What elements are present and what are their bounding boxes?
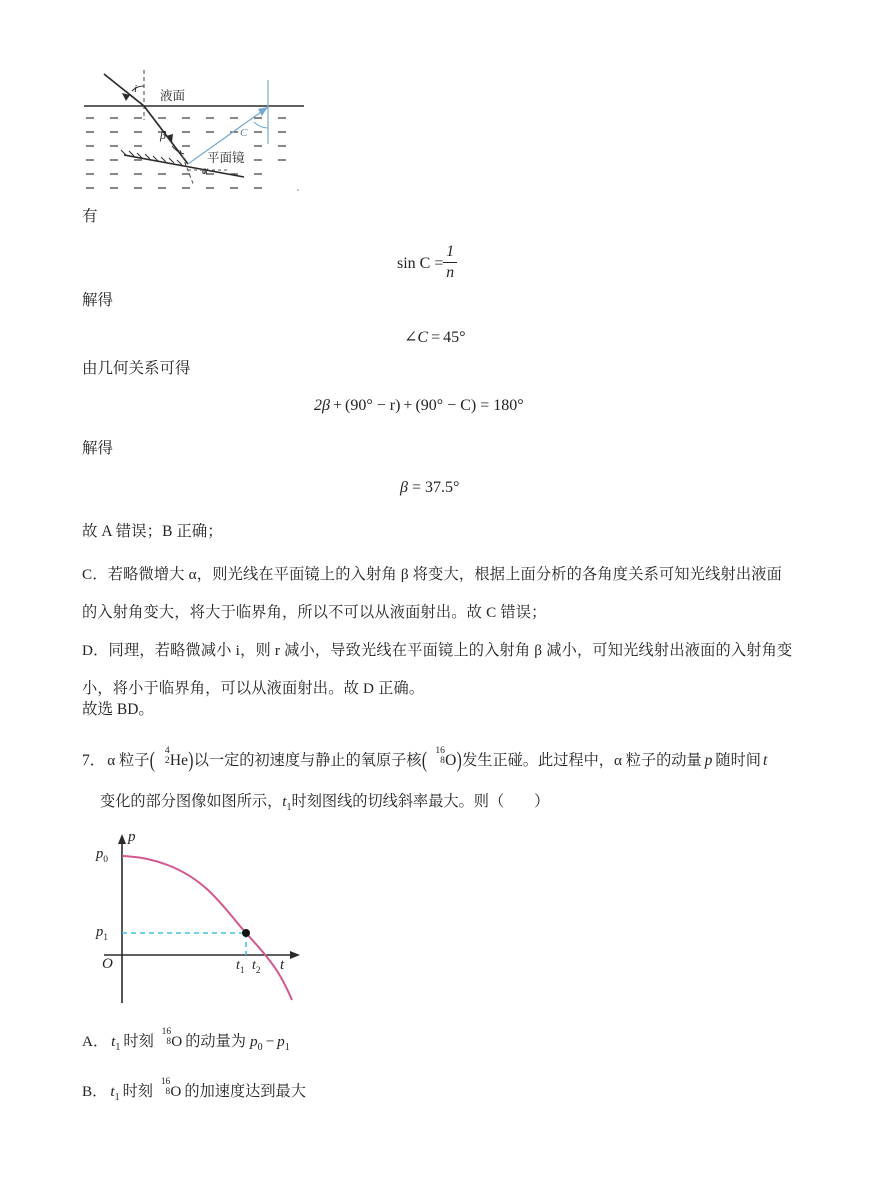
q7-he-open-paren: ( — [149, 747, 155, 773]
option-a-p1-sub: 1 — [284, 1042, 290, 1054]
label-angle-beta: β — [160, 128, 166, 142]
eq-beta-var: β — [400, 479, 408, 496]
text-jiede-1: 解得 — [82, 292, 114, 309]
chart-curve-momentum — [122, 856, 292, 1000]
q7-seg3: 发生正碰。此过程中， — [462, 752, 614, 769]
question7-line2 — [100, 790, 550, 814]
q7-var-t: t — [762, 752, 768, 769]
q7-nuclide-he — [155, 745, 170, 767]
question7-line1 — [82, 745, 768, 773]
option-b-nuclide — [153, 1076, 171, 1098]
liquid-hatch-dashes — [86, 118, 286, 188]
q7-nuclide-o — [427, 745, 445, 767]
equation-angle-c — [404, 327, 466, 347]
option-b-atomic-number: 8 — [165, 1087, 171, 1098]
q7-o-close-paren: ) — [456, 747, 462, 773]
label-angle-C: C — [240, 127, 248, 139]
q7-o-mass-number: 16 — [435, 745, 445, 757]
q7-l2-t-sub: 1 — [286, 802, 292, 814]
text-conclusion-ab: 故 A 错误；B 正确； — [82, 523, 223, 540]
chart-ytick-p0-var: p — [96, 846, 104, 862]
option-b-t-sub: 1 — [114, 1092, 120, 1104]
eq-sin-fraction — [443, 243, 456, 281]
q7-number: 7． — [82, 752, 106, 769]
option-b-mid: 时刻 — [122, 1083, 153, 1100]
option-b-t-var: t — [110, 1083, 115, 1100]
chart-x-axis-arrow — [290, 951, 300, 959]
option-b-mass-number: 16 — [160, 1076, 171, 1087]
eq-c-anglesym: ∠ — [404, 329, 418, 346]
eq-geo-term1: 2β — [314, 397, 330, 414]
option-a-mid: 时刻 — [123, 1033, 154, 1050]
chart-xtick-t1-var: t — [236, 958, 240, 973]
eq-geo-plus1: + — [332, 397, 342, 414]
equation-sin-c — [397, 243, 457, 281]
q7-l2-seg2: 时刻图线的切线斜率最大。则（ — [291, 793, 505, 810]
option-a-symbol: O — [171, 1033, 183, 1050]
q7-he-mass-number: 4 — [164, 745, 170, 757]
chart-xtick-t1 — [236, 958, 245, 974]
option-d-paragraph: D．同理，若略微减小 i，则 r 减小，导致光线在平面镜上的入射角 β 减小，可知光线射出液面的入射角变小，将小于临界角，可以从液面射出。故 D 正确。 — [82, 642, 793, 697]
chart-xlabel: t — [280, 957, 285, 973]
chart-marker-point — [242, 929, 250, 937]
mirror-hatching — [121, 150, 182, 165]
eq-sin-denominator: n — [446, 263, 455, 281]
chart-ylabel: p — [128, 829, 136, 845]
q7-l2-seg1: 变化的部分图像如图所示， — [100, 793, 283, 810]
option-a-p0-sub: 0 — [257, 1042, 263, 1054]
option-c-paragraph: C．若略微增大 α，则光线在平面镜上的入射角 β 将变大，根据上面分析的各角度关系可知光线射出液面的入射角变大，将大于临界角，所以不可以从液面射出。故 C 错误； — [82, 566, 783, 621]
reflected-ray-arrow — [258, 107, 268, 116]
q7-l2-t-var: t — [282, 793, 287, 810]
q7-l2-seg3: ） — [534, 793, 550, 810]
chart-origin-label: O — [102, 956, 113, 972]
speck-mark — [297, 189, 299, 191]
option-a-atomic-number: 8 — [166, 1037, 172, 1048]
label-angle-alpha: α — [202, 165, 209, 177]
momentum-time-chart — [84, 828, 334, 1013]
chart-ytick-p0-sub: 0 — [103, 853, 109, 865]
refracted-ray — [144, 106, 188, 164]
text-answer-bd: 故选 BD。 — [82, 701, 154, 718]
option-a-p1-var: p — [277, 1033, 285, 1050]
option-a-t-var: t — [111, 1033, 116, 1050]
option-b-tail: 的加速度达到最大 — [184, 1083, 306, 1100]
eq-c-equals: = — [431, 329, 441, 346]
optics-figure — [76, 58, 308, 203]
eq-c-value: 45° — [443, 329, 466, 346]
eq-sin-lhs: sin C — [397, 254, 431, 272]
option-b-symbol: O — [170, 1083, 182, 1100]
eq-c-var: C — [417, 329, 429, 346]
chart-xtick-t2-var: t — [252, 958, 256, 973]
eq-geo-equals: = — [480, 397, 490, 414]
option-a-minus: − — [265, 1033, 275, 1050]
eq-sin-numerator: 1 — [443, 243, 456, 263]
text-jiede-2: 解得 — [82, 440, 114, 457]
label-plane-mirror: 平面镜 — [207, 151, 245, 165]
chart-ytick-p1 — [96, 924, 108, 941]
option-b — [82, 1076, 306, 1104]
eq-beta-equals: = — [411, 479, 421, 496]
option-b-letter: B． — [82, 1083, 108, 1100]
q7-he-close-paren: ) — [188, 747, 194, 773]
chart-y-axis-arrow — [118, 834, 126, 844]
text-you: 有 — [82, 208, 98, 225]
eq-geo-term2: (90° − r) — [345, 397, 401, 414]
q7-o-symbol: O — [445, 752, 457, 769]
eq-beta-value: 37.5° — [425, 479, 460, 496]
chart-xtick-t2-sub: 2 — [255, 964, 261, 975]
option-a-mass-number: 16 — [161, 1026, 172, 1037]
option-a — [82, 1026, 290, 1054]
chart-ytick-p0 — [96, 846, 108, 863]
q7-o-open-paren: ( — [421, 747, 428, 773]
chart-xtick-t2 — [252, 958, 261, 974]
angle-C-arc — [254, 122, 268, 128]
option-a-p0-var: p — [249, 1033, 258, 1050]
eq-geo-term3: (90° − C) — [415, 397, 477, 414]
q7-o-atomic-number: 8 — [440, 755, 445, 767]
chart-svg — [84, 828, 334, 1013]
text-geometry: 由几何关系可得 — [82, 360, 191, 377]
q7-var-p: p — [704, 752, 713, 769]
label-liquid-surface: 液面 — [160, 89, 186, 103]
chart-xtick-t1-sub: 1 — [239, 964, 245, 975]
chart-ytick-p1-sub: 1 — [103, 931, 109, 943]
equation-beta — [400, 479, 459, 497]
equation-geometry — [314, 397, 524, 415]
q7-he-symbol: He — [169, 752, 188, 769]
chart-ytick-p1-var: p — [96, 924, 104, 940]
option-a-nuclide — [154, 1026, 172, 1048]
eq-geo-plus2: + — [403, 397, 413, 414]
eq-geo-result: 180° — [493, 397, 524, 414]
incident-ray — [104, 74, 144, 106]
q7-seg1: α 粒子 — [107, 752, 150, 769]
q7-seg2: 以一定的初速度与静止的氧原子核 — [193, 752, 422, 769]
q7-he-atomic-number: 2 — [164, 755, 170, 767]
optics-figure-svg — [76, 58, 308, 203]
option-a-t-sub: 1 — [115, 1042, 121, 1054]
option-a-letter: A． — [82, 1033, 109, 1050]
q7-seg5: 随时间 — [715, 752, 761, 769]
q7-seg4: α 粒子的动量 — [613, 752, 702, 769]
option-a-tail: 的动量为 — [185, 1033, 246, 1050]
eq-sin-equals: = — [434, 254, 444, 272]
label-angle-i: i — [134, 83, 138, 95]
